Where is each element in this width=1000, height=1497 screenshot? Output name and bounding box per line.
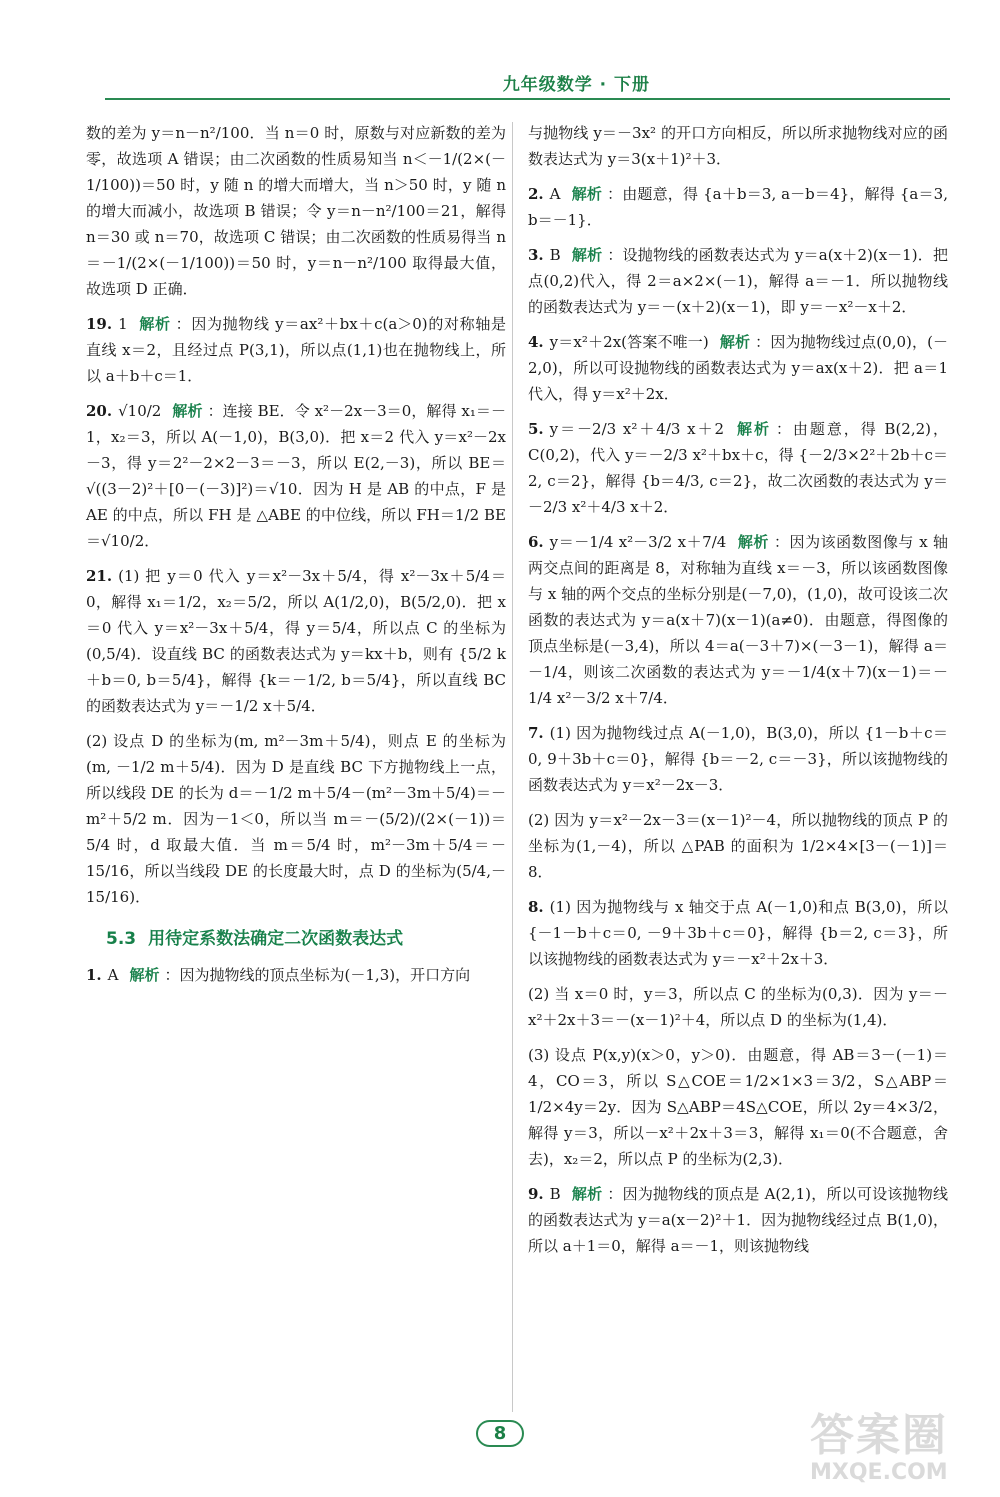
answer-value: A <box>549 185 561 203</box>
section-number: 5.3 <box>106 929 137 949</box>
question-number: 19. <box>86 315 113 333</box>
answer-paragraph <box>86 962 506 988</box>
answer-value: A <box>107 966 119 984</box>
question-number: 4. <box>528 333 544 351</box>
watermark-text: 答案圈 <box>810 1410 948 1461</box>
question-number: 20. <box>86 402 113 420</box>
question-number: 7. <box>528 724 544 742</box>
answer-paragraph: (2) 设点 D 的坐标为(m, m²－3m＋5/4)，则点 E 的坐标为(m, －1/2 m＋5/4)．因为 D 是直线 BC 下方抛物线上一点，所以线段 DE 的长为 d＝－1/2 m＋5/4－(m²－3m＋5/4)＝－m²＋5/2 m．因为－1＜0，所以当 m＝－(5/2)/(2×(－1))＝5/4 时，d 取最大值．当 m＝5/4 时，m²－3m＋5/4＝－15/16，所以当线段 DE 的长度最大时，点 D 的坐标为(5/4,－15/16)． <box>86 732 506 906</box>
left-column <box>86 120 506 997</box>
answer-paragraph <box>528 329 948 407</box>
answer-paragraph <box>86 563 506 719</box>
answer-paragraph <box>528 242 948 320</box>
analysis-tag: 解析 <box>138 315 171 333</box>
answer-paragraph <box>528 181 948 233</box>
question-number: 2. <box>528 185 544 203</box>
answer-value: y＝－2/3 x²＋4/3 x＋2 <box>549 420 725 438</box>
analysis-tag: 解析 <box>172 402 203 420</box>
answer-text: ：因为抛物线过点(0,0)，(－2,0)，所以可设抛物线的函数表达式为 y＝ax(x＋2)．把 a＝1 代入，得 y＝x²＋2x． <box>528 333 948 403</box>
column-divider <box>512 122 513 1412</box>
page-header <box>105 66 950 106</box>
answer-paragraph: 数的差为 y＝n－n²/100．当 n＝0 时，原数与对应新数的差为零，故选项 A 错误；由二次函数的性质易知当 n＜－1/(2×(－1/100))＝50 时，y 随 n 的增大而增大，当 n＞50 时，y 随 n 的增大而减小，故选项 B 错误；令 y＝n－n²/100＝21，解得 n＝30 或 n＝70，故选项 C 错误；由二次函数的性质易得当 n＝－1/(2×(－1/100))＝50 时，y＝n－n²/100 取得最大值，故选项 D 正确． <box>86 124 506 298</box>
analysis-tag: 解析 <box>571 185 603 203</box>
analysis-tag: 解析 <box>735 420 771 438</box>
answer-paragraph <box>528 416 948 520</box>
question-number: 5. <box>528 420 544 438</box>
question-number: 1. <box>86 966 102 984</box>
answer-text: ：因为抛物线 y＝ax²＋bx＋c(a＞0)的对称轴是直线 x＝2，且经过点 P(3,1)，所以点(1,1)也在抛物线上，所以 a＋b＋c＝1． <box>86 315 506 385</box>
question-number: 9. <box>528 1185 544 1203</box>
answer-paragraph <box>528 894 948 972</box>
section-title <box>106 926 506 952</box>
answer-text: (1) 因为抛物线过点 A(－1,0)，B(3,0)，所以 {1－b＋c＝0, 9＋3b＋c＝0}，解得 {b＝－2, c＝－3}，所以该抛物线的函数表达式为 y＝x²－2x－3． <box>528 724 948 794</box>
answer-text: ：因为该函数图像与 x 轴两交点间的距离是 8，对称轴为直线 x＝－3，所以该函数图像与 x 轴的两个交点的坐标分别是(－7,0)，(1,0)，故可设该二次函数的表达式为 y＝a(x＋7)(x－1)(a≠0)．由题意，得图像的顶点坐标是(－3,4)，所以 4＝a(－3＋7)×(－3－1)，解得 a＝－1/4，则该二次函数的表达式为 y＝－1/4(x＋7)(x－1)＝－1/4 x²－3/2 x＋7/4． <box>528 533 948 707</box>
answer-paragraph: (2) 因为 y＝x²－2x－3＝(x－1)²－4，所以抛物线的顶点 P 的坐标为(1,－4)，所以 △PAB 的面积为 1/2×4×[3－(－1)]＝8． <box>528 811 948 881</box>
answer-value: 1 <box>118 315 128 333</box>
question-number: 21. <box>86 567 113 585</box>
question-number: 6. <box>528 533 544 551</box>
answer-value: y＝－1/4 x²－3/2 x＋7/4 <box>549 533 727 551</box>
question-number: 8. <box>528 898 544 916</box>
answer-text: ：设抛物线的函数表达式为 y＝a(x＋2)(x－1)．把点(0,2)代入，得 2＝a×2×(－1)，解得 a＝－1．所以抛物线的函数表达式为 y＝－(x＋2)(x－1)，即 y＝－x²－x＋2． <box>528 246 948 316</box>
right-column <box>528 120 948 1268</box>
answer-text: ：因为抛物线的顶点坐标为(－1,3)，开口方向 <box>164 966 471 984</box>
answer-value: B <box>549 1185 561 1203</box>
answer-value: √10/2 <box>118 402 162 420</box>
answer-text: ：连接 BE．令 x²－2x－3＝0，解得 x₁＝－1，x₂＝3，所以 A(－1,0)，B(3,0)．把 x＝2 代入 y＝x²－2x－3，得 y＝2²－2×2－3＝－3，所以 E(2,－3)，所以 BE＝√((3－2)²＋[0－(－3)]²)＝√10．因为 H 是 AB 的中点，F 是 AE 的中点，所以 FH 是 △ABE 的中位线，所以 FH＝1/2 BE＝√10/2． <box>86 402 506 550</box>
answer-text: ：由题意，得 B(2,2)，C(0,2)，代入 y＝－2/3 x²＋bx＋c，得 {－2/3×2²＋2b＋c＝2, c＝2}，解得 {b＝4/3, c＝2}，故二次函数的表达式为 y＝－2/3 x²＋4/3 x＋2． <box>528 420 948 516</box>
answer-text: ：因为抛物线的顶点是 A(2,1)，所以可设该抛物线的函数表达式为 y＝a(x－2)²＋1．因为抛物线经过点 B(1,0)，所以 a＋1＝0，解得 a＝－1，则该抛物线 <box>528 1185 948 1255</box>
answer-text: (1) 把 y＝0 代入 y＝x²－3x＋5/4，得 x²－3x＋5/4＝0，解得 x₁＝1/2，x₂＝5/2，所以 A(1/2,0)，B(5/2,0)．把 x＝0 代入 y＝x²－3x＋5/4，得 y＝5/4，所以点 C 的坐标为(0,5/4)．设直线 BC 的函数表达式为 y＝kx＋b，则有 {5/2 k＋b＝0, b＝5/4}，解得 {k＝－1/2, b＝5/4}，所以直线 BC 的函数表达式为 y＝－1/2 x＋5/4． <box>86 567 506 715</box>
watermark-url: MXQE.COM <box>810 1460 948 1485</box>
analysis-tag: 解析 <box>737 533 769 551</box>
answer-paragraph <box>86 398 506 554</box>
answer-paragraph <box>528 529 948 711</box>
answer-paragraph <box>528 720 948 798</box>
answer-value: y＝x²＋2x(答案不唯一) <box>549 333 709 351</box>
answer-paragraph: 与抛物线 y＝－3x² 的开口方向相反，所以所求抛物线对应的函数表达式为 y＝3(x＋1)²＋3． <box>528 124 948 168</box>
answer-paragraph <box>86 311 506 389</box>
page-title: 九年级数学 · 下册 <box>502 75 650 95</box>
answer-text: (1) 因为抛物线与 x 轴交于点 A(－1,0)和点 B(3,0)，所以 {－1－b＋c＝0, －9＋3b＋c＝0}，解得 {b＝2, c＝3}，所以该抛物线的函数表达式为 y＝－x²＋2x＋3． <box>528 898 948 968</box>
question-number: 3. <box>528 246 544 264</box>
answer-text: ：由题意，得 {a＋b＝3, a－b＝4}，解得 {a＝3, b＝－1}． <box>528 185 948 229</box>
section-name: 用待定系数法确定二次函数表达式 <box>148 929 404 949</box>
answer-value: B <box>549 246 561 264</box>
analysis-tag: 解析 <box>719 333 751 351</box>
analysis-tag: 解析 <box>129 966 160 984</box>
answer-paragraph: (2) 当 x＝0 时，y＝3，所以点 C 的坐标为(0,3)．因为 y＝－x²＋2x＋3＝－(x－1)²＋4，所以点 D 的坐标为(1,4)． <box>528 985 948 1029</box>
watermark-logo <box>810 1412 960 1492</box>
analysis-tag: 解析 <box>571 1185 603 1203</box>
page-number-badge: 8 <box>476 1420 525 1447</box>
header-rule <box>105 98 950 100</box>
analysis-tag: 解析 <box>571 246 603 264</box>
answer-paragraph <box>528 1181 948 1259</box>
answer-paragraph: (3) 设点 P(x,y)(x＞0，y＞0)．由题意，得 AB＝3－(－1)＝4，CO＝3，所以 S△COE＝1/2×1×3＝3/2，S△ABP＝1/2×4y＝2y．因为 S△ABP＝4S△COE，所以 2y＝4×3/2，解得 y＝3，所以－x²＋2x＋3＝3，解得 x₁＝0(不合题意，舍去)，x₂＝2，所以点 P 的坐标为(2,3)． <box>528 1046 948 1168</box>
